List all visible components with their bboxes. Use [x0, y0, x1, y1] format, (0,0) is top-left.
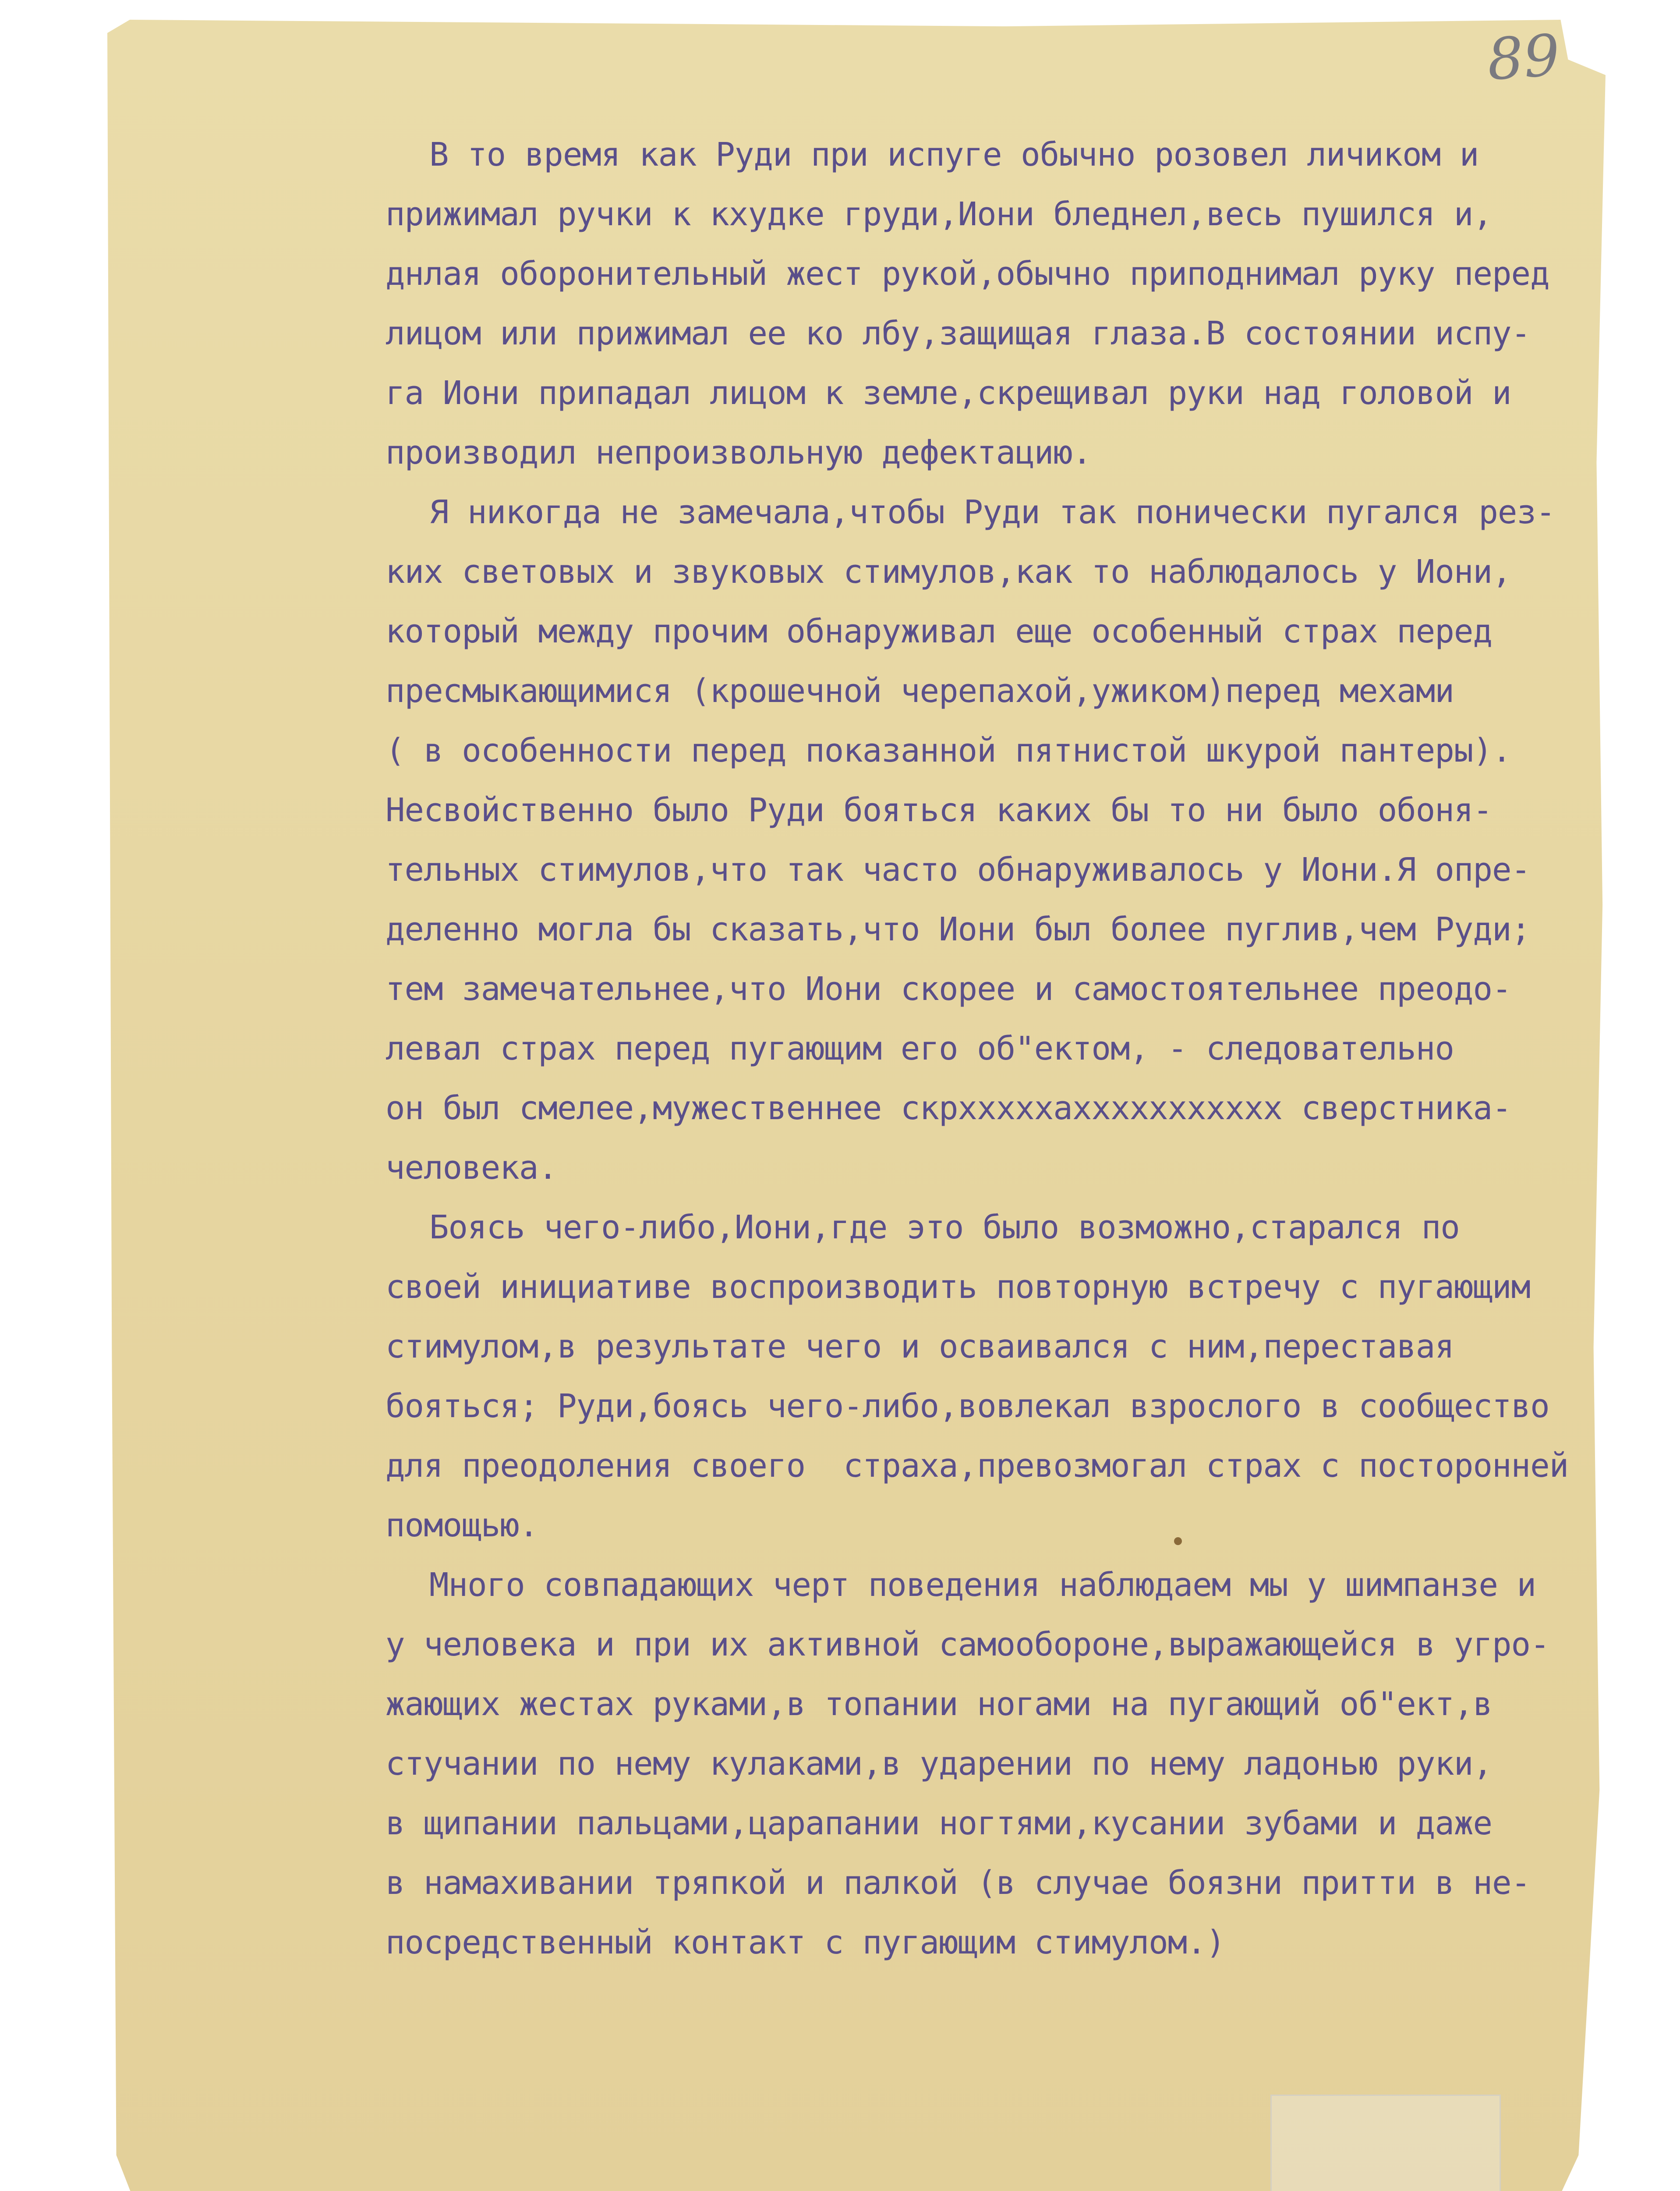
- text-line: своей инициативе воспроизводить повторную встречу с пугающим: [386, 1268, 1531, 1306]
- text-line: лицом или прижимал ее ко лбу,защищая глаза.В состоянии испу-: [386, 315, 1531, 352]
- text-line: в намахивании тряпкой и палкой (в случае боязни притти в не-: [386, 1864, 1531, 1902]
- text-line: он был смелее,мужественнее скрхххххаххххххххххх сверстника-: [386, 1089, 1511, 1127]
- text-line: бояться; Руди,боясь чего-либо,вовлекал взрослого в сообщество: [386, 1387, 1549, 1425]
- text-line: левал страх перед пугающим его об"ектом, - следовательно: [386, 1030, 1454, 1067]
- text-line: Несвойственно было Руди бояться каких бы то ни было обоня-: [386, 791, 1493, 829]
- typewritten-text: [386, 125, 1595, 1972]
- text-line: га Иони припадал лицом к земле,скрещивал руки над головой и: [386, 374, 1511, 412]
- text-line: посредственный контакт с пугающим стимулом.): [386, 1924, 1225, 1961]
- text-line: тельных стимулов,что так часто обнаруживалось у Иони.Я опре-: [386, 851, 1531, 889]
- text-line: в щипании пальцами,царапании ногтями,кусании зубами и даже: [386, 1805, 1493, 1842]
- text-line: для преодоления своего страха,превозмогал страх с посторонней: [386, 1447, 1569, 1485]
- text-line: производил непроизвольную дефектацию.: [386, 434, 1092, 472]
- text-line: стучании по нему кулаками,в ударении по нему ладонью руки,: [386, 1745, 1493, 1783]
- text-line: жающих жестах руками,в топании ногами на пугающий об"ект,в: [386, 1685, 1493, 1723]
- text-line: тем замечательнее,что Иони скорее и самостоятельнее преодо-: [386, 970, 1511, 1008]
- text-line: пресмыкающимися (крошечной черепахой,ужиком)перед мехами: [386, 672, 1454, 710]
- text-line: который между прочим обнаруживал еще особенный страх перед: [386, 613, 1493, 650]
- text-line: у человека и при их активной самообороне,выражающейся в угро-: [386, 1626, 1549, 1663]
- text-line: ( в особенности перед показанной пятнистой шкурой пантеры).: [386, 732, 1511, 769]
- text-line: стимулом,в результате чего и осваивался с ним,переставая: [386, 1328, 1454, 1365]
- text-line: Я никогда не замечала,чтобы Руди так понически пугался рез-: [429, 493, 1555, 531]
- handwritten-page-number: 89: [1485, 21, 1562, 93]
- text-line: человека.: [386, 1149, 557, 1187]
- text-line: прижимал ручки к кхудке груди,Иони бледнел,весь пушился и,: [386, 195, 1493, 233]
- text-line: В то время как Руди при испуге обычно розовел личиком и: [429, 136, 1479, 174]
- faded-stamp: [1270, 2095, 1501, 2191]
- text-line: днлая оборонительный жест рукой,обычно приподнимал руку перед: [386, 255, 1549, 293]
- text-line: Боясь чего-либо,Иони,где это было возможно,старался по: [429, 1209, 1460, 1246]
- text-line: Много совпадающих черт поведения наблюдаем мы у шимпанзе и: [429, 1566, 1536, 1604]
- text-line: деленно могла бы сказать,что Иони был более пуглив,чем Руди;: [386, 911, 1531, 948]
- text-line: помощью.: [386, 1507, 538, 1544]
- text-line: ких световых и звуковых стимулов,как то наблюдалось у Иони,: [386, 553, 1511, 591]
